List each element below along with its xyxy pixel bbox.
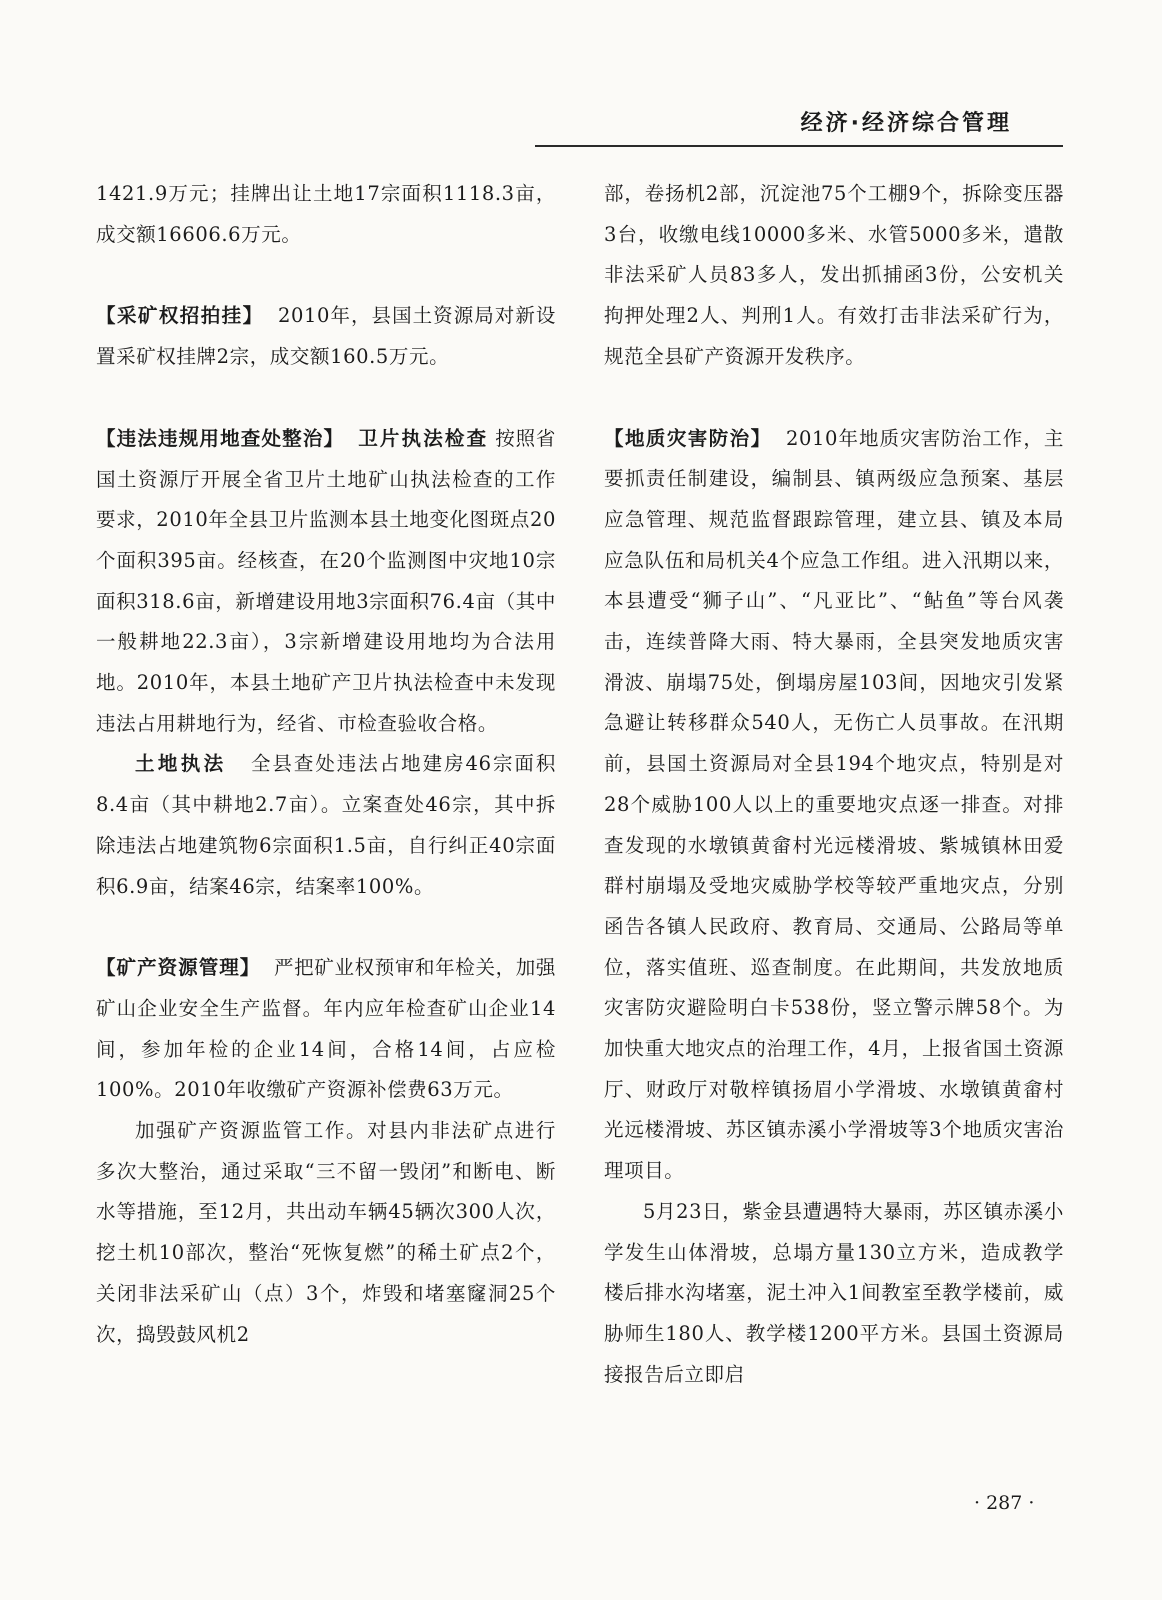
section-mining-rights <box>96 296 556 377</box>
subheading: 土地执法 <box>135 752 227 776</box>
section-text: 严把矿业权预审和年检关，加强矿山企业安全生产监督。年内应年检查矿山企业14间，参加年检的企业14间，合格14间，占应检100%。2010年收缴矿产资源补偿费63万元。 <box>96 956 556 1102</box>
paragraph: 1421.9万元；挂牌出让土地17宗面积1118.3亩，成交额16606.6万元。 <box>96 182 556 246</box>
section-text: 2010年地质灾害防治工作，主要抓责任制建设，编制县、镇两级应急预案、基层应急管理、规范监督跟踪管理，建立县、镇及本局应急队伍和局机关4个应急工作组。进入汛期以来，本县遭受“狮子山”、“凡亚比”、“鲇鱼”等台风袭击，连续普降大雨、特大暴雨，全县突发地质灾害滑波、崩塌75处，倒塌房屋103间，因地灾引发紧急避让转移群众540人，无伤亡人员事故。在汛期前，县国土资源局对全县194个地灾点，特别是对28个威胁100人以上的重要地灾点逐一排查。对排查发现的水墩镇黄畲村光远楼滑坡、紫城镇林田爱群村崩塌及受地灾威胁学校等较严重地灾点，分别函告各镇人民政府、教育局、交通局、公路局等单位，落实值班、巡查制度。在此期间，共发放地质灾害防灾避险明白卡538份，竖立警示牌58个。为加快重大地灾点的治理工作，4月，上报省国土资源厅、财政厅对敬梓镇扬眉小学滑坡、水墩镇黄畲村光远楼滑坡、苏区镇赤溪小学滑坡等3个地质灾害治理项目。 <box>604 426 1064 1183</box>
section-illegal-land-use <box>96 419 556 745</box>
page-number: · 287 · <box>974 1492 1035 1514</box>
section-text: 按照省国土资源厅开展全省卫片土地矿山执法检查的工作要求，2010年全县卫片监测本县土地变化图斑点20个面积395亩。经核查，在20个监测图中灾地10宗面积318.6亩，新增建设用地3宗面积76.4亩（其中一般耕地22.3亩），3宗新增建设用地均为合法用地。2010年，本县土地矿产卫片执法检查中未发现违法占用耕地行为，经省、市检查验收合格。 <box>96 426 556 735</box>
paragraph: 部，卷扬机2部，沉淀池75个工棚9个，拆除变压器3台，收缴电线10000多米、水管5000多米，遣散非法采矿人员83多人，发出抓捕函3份，公安机关拘押处理2人、判刑1人。有效打击非法采矿行为，规范全县矿产资源开发秩序。 <box>604 182 1064 368</box>
section-text: 全县查处违法占地建房46宗面积8.4亩（其中耕地2.7亩）。立案查处46宗，其中拆除违法占地建筑物6宗面积1.5亩，自行纠正40宗面积6.9亩，结案46宗，结案率100%。 <box>96 752 556 898</box>
section-geological-hazards <box>604 419 1064 1192</box>
paragraph: 加强矿产资源监管工作。对县内非法矿点进行多次大整治，通过采取“三不留一毁闭”和断电、断水等措施，至12月，共出动车辆45辆次300人次，挖土机10部次，整治“死恢复燃”的稀土矿点2个，关闭非法采矿山（点）3个，炸毁和堵塞窿洞25个次，捣毁鼓风机2 <box>96 1119 556 1346</box>
section-mineral-management <box>96 948 556 1111</box>
left-column <box>96 174 556 1355</box>
section-heading: 【矿产资源管理】 <box>96 956 261 980</box>
section-heading: 【地质灾害防治】 <box>604 426 772 450</box>
section-heading: 【违法违规用地查处整治】 <box>96 426 345 450</box>
paragraph: 5月23日，紫金县遭遇特大暴雨，苏区镇赤溪小学发生山体滑坡，总塌方量130立方米，造成教学楼后排水沟堵塞，泥土冲入1间教室至教学楼前，威胁师生180人、教学楼1200平方米。县国土资源局接报告后立即启 <box>604 1199 1064 1386</box>
header-rule <box>535 145 1063 147</box>
section-heading: 【采矿权招拍挂】 <box>96 304 264 328</box>
subheading: 卫片执法检查 <box>358 426 489 450</box>
section-text: 2010年，县国土资源局对新设置采矿权挂牌2宗，成交额160.5万元。 <box>96 304 556 369</box>
section-land-enforcement <box>96 744 556 907</box>
right-column <box>604 174 1064 1395</box>
page-header-title: 经济·经济综合管理 <box>800 111 1012 136</box>
